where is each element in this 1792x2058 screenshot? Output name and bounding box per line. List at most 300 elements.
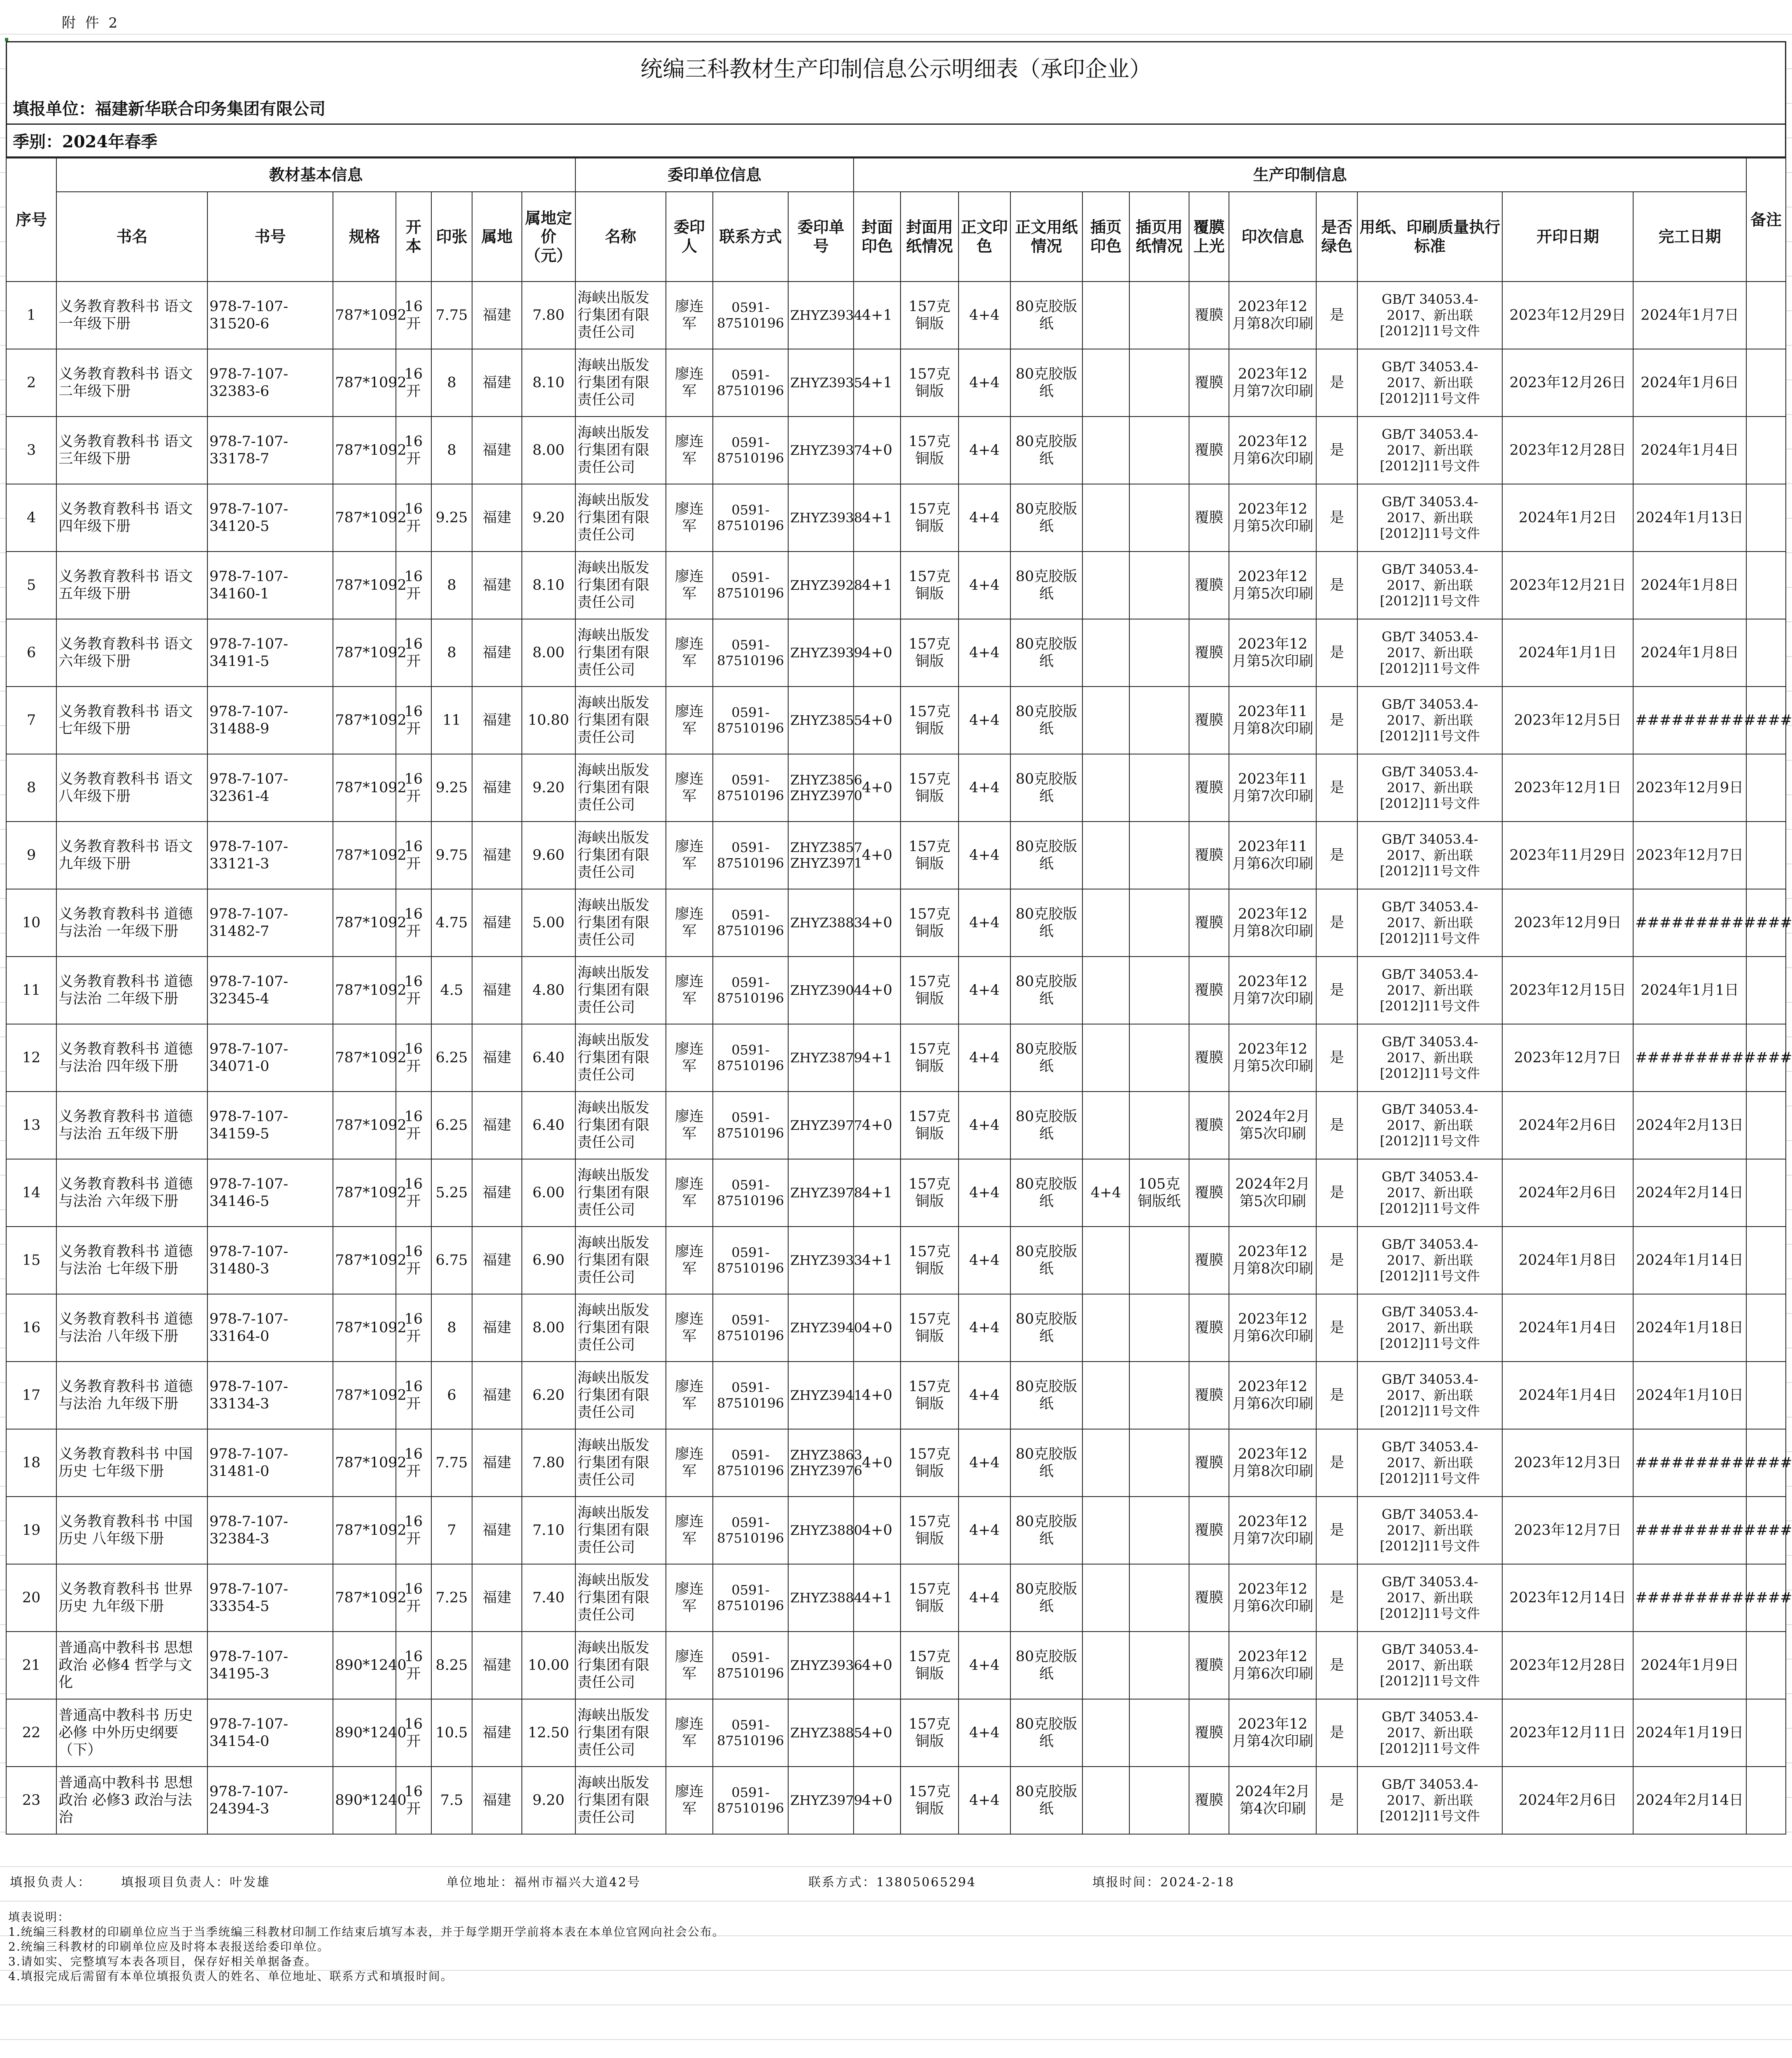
cell-edition: 2023年12月第8次印刷 [1229, 282, 1316, 349]
cell-body-color: 4+4 [959, 1429, 1010, 1497]
cell-spec: 787*1092 [333, 484, 396, 552]
cell-laminate: 覆膜 [1189, 1159, 1229, 1227]
cell-standard: GB/T 34053.4-2017、新出联[2012]11号文件 [1357, 957, 1502, 1024]
cell-green: 是 [1316, 1294, 1357, 1362]
cell-isbn: 978-7-107-34191-5 [207, 619, 333, 687]
cell-insert-paper [1129, 1429, 1189, 1497]
cell-body-color: 4+4 [959, 1632, 1010, 1699]
cell-phone: 0591-87510196 [713, 1699, 788, 1767]
cell-laminate: 覆膜 [1189, 1699, 1229, 1767]
cell-isbn: 978-7-107-31480-3 [207, 1227, 333, 1294]
cell-standard: GB/T 34053.4-2017、新出联[2012]11号文件 [1357, 1699, 1502, 1767]
cell-person: 廖连军 [666, 687, 713, 754]
cell-body-color: 4+4 [959, 822, 1010, 889]
cell-org: 海峡出版发行集团有限责任公司 [575, 957, 666, 1024]
cell-name: 普通高中教科书 思想政治 必修4 哲学与文化 [56, 1632, 207, 1699]
cell-sheets: 8.25 [431, 1632, 472, 1699]
cell-person: 廖连军 [666, 349, 713, 417]
cell-sheets: 9.75 [431, 822, 472, 889]
cell-phone: 0591-87510196 [713, 484, 788, 552]
table-row [6, 1159, 1786, 1227]
cell-spec: 787*1092 [333, 282, 396, 349]
cell-body-paper: 80克胶版纸 [1010, 889, 1082, 957]
cell-edition: 2023年12月第6次印刷 [1229, 417, 1316, 484]
cell-edition: 2023年12月第5次印刷 [1229, 619, 1316, 687]
cell-insert-color [1082, 552, 1129, 619]
cell-insert-color [1082, 282, 1129, 349]
cell-person: 廖连军 [666, 1564, 713, 1632]
cell-no: 7 [6, 687, 56, 754]
column-header: 委印单号 [788, 192, 854, 282]
cell-org: 海峡出版发行集团有限责任公司 [575, 349, 666, 417]
cell-org: 海峡出版发行集团有限责任公司 [575, 619, 666, 687]
cell-spec: 787*1092 [333, 687, 396, 754]
cell-org: 海峡出版发行集团有限责任公司 [575, 1429, 666, 1497]
cell-start: 2024年1月4日 [1502, 1294, 1633, 1362]
cell-org: 海峡出版发行集团有限责任公司 [575, 552, 666, 619]
cell-green: 是 [1316, 1632, 1357, 1699]
cell-no: 20 [6, 1564, 56, 1632]
column-header: 完工日期 [1633, 192, 1746, 282]
cell-body-color: 4+4 [959, 1362, 1010, 1429]
cell-remark [1746, 754, 1786, 822]
cell-org: 海峡出版发行集团有限责任公司 [575, 417, 666, 484]
cell-cover-paper: 157克铜版 [901, 1024, 959, 1092]
cell-cover-paper: 157克铜版 [901, 1632, 959, 1699]
cell-spec: 787*1092 [333, 1024, 396, 1092]
cell-cover-paper: 157克铜版 [901, 282, 959, 349]
cell-name: 义务教育教科书 语文 六年级下册 [56, 619, 207, 687]
cell-region: 福建 [472, 1767, 521, 1834]
cell-isbn: 978-7-107-34146-5 [207, 1159, 333, 1227]
cell-body-paper: 80克胶版纸 [1010, 1497, 1082, 1564]
cell-start: 2023年12月28日 [1502, 1632, 1633, 1699]
cell-insert-color: 4+4 [1082, 1159, 1129, 1227]
cell-order: ZHYZ3941 [788, 1362, 854, 1429]
cell-cover-color: 4+0 [854, 1699, 901, 1767]
cell-name: 普通高中教科书 历史 必修 中外历史纲要（下） [56, 1699, 207, 1767]
cell-person: 廖连军 [666, 1024, 713, 1092]
header-group-client: 委印单位信息 [575, 158, 854, 192]
cell-region: 福建 [472, 282, 521, 349]
table-row [6, 417, 1786, 484]
cell-person: 廖连军 [666, 1429, 713, 1497]
column-header: 印次信息 [1229, 192, 1316, 282]
cell-edition: 2023年11月第6次印刷 [1229, 822, 1316, 889]
cell-insert-paper [1129, 1362, 1189, 1429]
cell-green: 是 [1316, 957, 1357, 1024]
cell-sheets: 11 [431, 687, 472, 754]
cell-fmt: 16开 [396, 1497, 431, 1564]
cell-edition: 2023年12月第7次印刷 [1229, 1497, 1316, 1564]
cell-green: 是 [1316, 349, 1357, 417]
cell-insert-paper [1129, 687, 1189, 754]
cell-body-color: 4+4 [959, 417, 1010, 484]
cell-end: 2024年1月7日 [1633, 282, 1746, 349]
cell-insert-paper [1129, 1227, 1189, 1294]
cell-remark [1746, 417, 1786, 484]
cell-phone: 0591-87510196 [713, 1767, 788, 1834]
cell-no: 9 [6, 822, 56, 889]
cell-region: 福建 [472, 822, 521, 889]
cell-org: 海峡出版发行集团有限责任公司 [575, 484, 666, 552]
cell-selection-marker [5, 38, 8, 41]
cell-insert-paper [1129, 754, 1189, 822]
cell-sheets: 4.5 [431, 957, 472, 1024]
cell-sheets: 6.25 [431, 1092, 472, 1159]
cell-price: 10.80 [522, 687, 575, 754]
cell-spec: 787*1092 [333, 822, 396, 889]
cell-body-color: 4+4 [959, 1159, 1010, 1227]
column-header: 属地 [472, 192, 521, 282]
cell-edition: 2023年11月第7次印刷 [1229, 754, 1316, 822]
cell-end: 2024年1月4日 [1633, 417, 1746, 484]
cell-price: 7.10 [522, 1497, 575, 1564]
cell-person: 廖连军 [666, 1362, 713, 1429]
cell-name: 义务教育教科书 道德与法治 六年级下册 [56, 1159, 207, 1227]
cell-isbn: 978-7-107-31488-9 [207, 687, 333, 754]
cell-order: ZHYZ3977 [788, 1092, 854, 1159]
cell-green: 是 [1316, 1429, 1357, 1497]
cell-org: 海峡出版发行集团有限责任公司 [575, 1227, 666, 1294]
cell-region: 福建 [472, 1092, 521, 1159]
cell-body-paper: 80克胶版纸 [1010, 282, 1082, 349]
cell-laminate: 覆膜 [1189, 889, 1229, 957]
cell-fmt: 16开 [396, 687, 431, 754]
cell-isbn: 978-7-107-31520-6 [207, 282, 333, 349]
cell-phone: 0591-87510196 [713, 619, 788, 687]
column-header: 插页印色 [1082, 192, 1129, 282]
cell-insert-color [1082, 754, 1129, 822]
cell-cover-color: 4+0 [854, 1767, 901, 1834]
cell-insert-color [1082, 1092, 1129, 1159]
cell-fmt: 16开 [396, 1632, 431, 1699]
cell-sheets: 7.25 [431, 1564, 472, 1632]
cell-spec: 890*1240 [333, 1632, 396, 1699]
cell-remark [1746, 552, 1786, 619]
cell-name: 义务教育教科书 道德与法治 七年级下册 [56, 1227, 207, 1294]
cell-cover-color: 4+0 [854, 1092, 901, 1159]
cell-org: 海峡出版发行集团有限责任公司 [575, 1767, 666, 1834]
cell-sheets: 5.25 [431, 1159, 472, 1227]
cell-body-paper: 80克胶版纸 [1010, 1632, 1082, 1699]
table-row [6, 1767, 1786, 1834]
cell-org: 海峡出版发行集团有限责任公司 [575, 1632, 666, 1699]
fill-notes [8, 1910, 725, 1984]
cell-name: 义务教育教科书 道德与法治 四年级下册 [56, 1024, 207, 1092]
table-row [6, 822, 1786, 889]
cell-fmt: 16开 [396, 1767, 431, 1834]
cell-standard: GB/T 34053.4-2017、新出联[2012]11号文件 [1357, 822, 1502, 889]
cell-insert-color [1082, 1429, 1129, 1497]
cell-sheets: 9.25 [431, 754, 472, 822]
cell-body-paper: 80克胶版纸 [1010, 552, 1082, 619]
cell-start: 2024年1月4日 [1502, 1362, 1633, 1429]
cell-fmt: 16开 [396, 1092, 431, 1159]
cell-standard: GB/T 34053.4-2017、新出联[2012]11号文件 [1357, 1159, 1502, 1227]
cell-end: 2024年1月13日 [1633, 484, 1746, 552]
cell-cover-color: 4+0 [854, 822, 901, 889]
cell-org: 海峡出版发行集团有限责任公司 [575, 1092, 666, 1159]
cell-order: ZHYZ3855 [788, 687, 854, 754]
cell-insert-color [1082, 822, 1129, 889]
cell-remark [1746, 1362, 1786, 1429]
cell-spec: 787*1092 [333, 1429, 396, 1497]
cell-laminate: 覆膜 [1189, 687, 1229, 754]
cell-cover-paper: 157克铜版 [901, 1699, 959, 1767]
cell-phone: 0591-87510196 [713, 889, 788, 957]
cell-laminate: 覆膜 [1189, 484, 1229, 552]
cell-end: 2024年1月9日 [1633, 1632, 1746, 1699]
cell-insert-color [1082, 1564, 1129, 1632]
cell-body-color: 4+4 [959, 552, 1010, 619]
cell-remark [1746, 619, 1786, 687]
cell-no: 8 [6, 754, 56, 822]
column-header: 书名 [56, 192, 207, 282]
cell-price: 8.00 [522, 417, 575, 484]
cell-fmt: 16开 [396, 282, 431, 349]
cell-fmt: 16开 [396, 417, 431, 484]
note-line: 2.统编三科教材的印刷单位应及时将本表报送给委印单位。 [8, 1940, 330, 1953]
cell-insert-color [1082, 484, 1129, 552]
cell-spec: 787*1092 [333, 1362, 396, 1429]
cell-start: 2024年1月1日 [1502, 619, 1633, 687]
column-header: 属地定价（元） [522, 192, 575, 282]
cell-sheets: 6.75 [431, 1227, 472, 1294]
cell-spec: 787*1092 [333, 1294, 396, 1362]
cell-body-color: 4+4 [959, 1294, 1010, 1362]
cell-end: 2024年1月14日 [1633, 1227, 1746, 1294]
cell-insert-paper [1129, 282, 1189, 349]
cell-insert-color [1082, 1362, 1129, 1429]
footer-bar [10, 1872, 1780, 1890]
cell-standard: GB/T 34053.4-2017、新出联[2012]11号文件 [1357, 1024, 1502, 1092]
cell-person: 廖连军 [666, 1632, 713, 1699]
cell-cover-color: 4+1 [854, 1159, 901, 1227]
cell-cover-paper: 157克铜版 [901, 957, 959, 1024]
cell-cover-color: 4+0 [854, 619, 901, 687]
cell-cover-paper: 157克铜版 [901, 1767, 959, 1834]
cell-end: 2024年1月6日 [1633, 349, 1746, 417]
cell-sheets: 7.75 [431, 1429, 472, 1497]
cell-price: 7.80 [522, 282, 575, 349]
cell-spec: 890*1240 [333, 1699, 396, 1767]
filler-unit: 填报单位：福建新华联合印务集团有限公司 [6, 92, 1786, 125]
cell-sheets: 10.5 [431, 1699, 472, 1767]
cell-price: 12.50 [522, 1699, 575, 1767]
cell-remark [1746, 1294, 1786, 1362]
cell-end: 2024年1月1日 [1633, 957, 1746, 1024]
cell-start: 2023年12月28日 [1502, 417, 1633, 484]
cell-price: 10.00 [522, 1632, 575, 1699]
cell-phone: 0591-87510196 [713, 1429, 788, 1497]
cell-spec: 787*1092 [333, 1092, 396, 1159]
cell-body-color: 4+4 [959, 349, 1010, 417]
cell-sheets: 6 [431, 1362, 472, 1429]
cell-region: 福建 [472, 889, 521, 957]
cell-name: 义务教育教科书 世界历史 九年级下册 [56, 1564, 207, 1632]
cell-phone: 0591-87510196 [713, 1092, 788, 1159]
note-line: 1.统编三科教材的印刷单位应当于当季统编三科教材印制工作结束后填写本表，并于每学期开学前将本表在本单位官网向社会公布。 [8, 1925, 725, 1939]
cell-laminate: 覆膜 [1189, 1767, 1229, 1834]
cell-region: 福建 [472, 1159, 521, 1227]
cell-insert-color [1082, 619, 1129, 687]
cell-insert-paper [1129, 889, 1189, 957]
cell-person: 廖连军 [666, 484, 713, 552]
cell-insert-color [1082, 1632, 1129, 1699]
cell-edition: 2023年12月第8次印刷 [1229, 1429, 1316, 1497]
cell-laminate: 覆膜 [1189, 1362, 1229, 1429]
cell-body-paper: 80克胶版纸 [1010, 957, 1082, 1024]
cell-insert-paper [1129, 552, 1189, 619]
cell-insert-paper [1129, 1092, 1189, 1159]
cell-body-paper: 80克胶版纸 [1010, 1699, 1082, 1767]
cell-insert-paper [1129, 1024, 1189, 1092]
cell-edition: 2023年12月第6次印刷 [1229, 1564, 1316, 1632]
cell-name: 义务教育教科书 语文 二年级下册 [56, 349, 207, 417]
footer-filler-head: 填报负责人： [10, 1875, 91, 1890]
cell-cover-paper: 157克铜版 [901, 417, 959, 484]
cell-end: ############# [1633, 687, 1746, 754]
cell-laminate: 覆膜 [1189, 552, 1229, 619]
cell-insert-paper [1129, 484, 1189, 552]
cell-phone: 0591-87510196 [713, 754, 788, 822]
cell-region: 福建 [472, 1227, 521, 1294]
cell-region: 福建 [472, 1699, 521, 1767]
cell-standard: GB/T 34053.4-2017、新出联[2012]11号文件 [1357, 754, 1502, 822]
cell-price: 6.40 [522, 1092, 575, 1159]
table-row [6, 889, 1786, 957]
cell-region: 福建 [472, 957, 521, 1024]
cell-body-paper: 80克胶版纸 [1010, 1159, 1082, 1227]
cell-insert-paper [1129, 1632, 1189, 1699]
cell-no: 11 [6, 957, 56, 1024]
cell-insert-color [1082, 1024, 1129, 1092]
cell-cover-paper: 157克铜版 [901, 687, 959, 754]
cell-phone: 0591-87510196 [713, 687, 788, 754]
header-remark: 备注 [1746, 158, 1786, 282]
cell-standard: GB/T 34053.4-2017、新出联[2012]11号文件 [1357, 1564, 1502, 1632]
cell-fmt: 16开 [396, 957, 431, 1024]
cell-laminate: 覆膜 [1189, 822, 1229, 889]
cell-end: 2024年2月13日 [1633, 1092, 1746, 1159]
cell-body-paper: 80克胶版纸 [1010, 1564, 1082, 1632]
cell-green: 是 [1316, 484, 1357, 552]
cell-price: 9.20 [522, 754, 575, 822]
cell-laminate: 覆膜 [1189, 1294, 1229, 1362]
cell-insert-paper: 105克铜版纸 [1129, 1159, 1189, 1227]
cell-edition: 2023年12月第6次印刷 [1229, 1632, 1316, 1699]
cell-cover-paper: 157克铜版 [901, 619, 959, 687]
cell-end: ############# [1633, 1429, 1746, 1497]
cell-name: 义务教育教科书 中国历史 八年级下册 [56, 1497, 207, 1564]
cell-no: 21 [6, 1632, 56, 1699]
cell-green: 是 [1316, 417, 1357, 484]
cell-standard: GB/T 34053.4-2017、新出联[2012]11号文件 [1357, 1429, 1502, 1497]
cell-phone: 0591-87510196 [713, 1227, 788, 1294]
cell-insert-color [1082, 1227, 1129, 1294]
cell-phone: 0591-87510196 [713, 1632, 788, 1699]
cell-edition: 2023年12月第5次印刷 [1229, 1024, 1316, 1092]
cell-org: 海峡出版发行集团有限责任公司 [575, 1564, 666, 1632]
cell-spec: 787*1092 [333, 619, 396, 687]
header-seq: 序号 [6, 158, 56, 282]
cell-start: 2024年1月2日 [1502, 484, 1633, 552]
cell-insert-paper [1129, 1699, 1189, 1767]
cell-fmt: 16开 [396, 1429, 431, 1497]
cell-phone: 0591-87510196 [713, 1024, 788, 1092]
cell-body-paper: 80克胶版纸 [1010, 417, 1082, 484]
cell-standard: GB/T 34053.4-2017、新出联[2012]11号文件 [1357, 1227, 1502, 1294]
cell-cover-color: 4+0 [854, 1497, 901, 1564]
cell-standard: GB/T 34053.4-2017、新出联[2012]11号文件 [1357, 889, 1502, 957]
cell-insert-paper [1129, 1497, 1189, 1564]
cell-insert-paper [1129, 349, 1189, 417]
cell-cover-color: 4+0 [854, 1294, 901, 1362]
cell-remark [1746, 1159, 1786, 1227]
cell-start: 2023年12月7日 [1502, 1497, 1633, 1564]
cell-remark [1746, 484, 1786, 552]
cell-green: 是 [1316, 1699, 1357, 1767]
cell-end: 2024年1月18日 [1633, 1294, 1746, 1362]
cell-end: 2024年1月8日 [1633, 552, 1746, 619]
header-group-basic: 教材基本信息 [56, 158, 575, 192]
cell-person: 廖连军 [666, 1294, 713, 1362]
cell-edition: 2023年11月第8次印刷 [1229, 687, 1316, 754]
cell-spec: 890*1240 [333, 1767, 396, 1834]
cell-price: 8.10 [522, 349, 575, 417]
cell-body-color: 4+4 [959, 1227, 1010, 1294]
column-header: 书号 [207, 192, 333, 282]
cell-body-color: 4+4 [959, 1564, 1010, 1632]
cell-region: 福建 [472, 1632, 521, 1699]
cell-isbn: 978-7-107-24394-3 [207, 1767, 333, 1834]
cell-insert-paper [1129, 417, 1189, 484]
cell-spec: 787*1092 [333, 754, 396, 822]
cell-region: 福建 [472, 552, 521, 619]
cell-no: 18 [6, 1429, 56, 1497]
cell-name: 义务教育教科书 道德与法治 九年级下册 [56, 1362, 207, 1429]
cell-green: 是 [1316, 889, 1357, 957]
cell-standard: GB/T 34053.4-2017、新出联[2012]11号文件 [1357, 552, 1502, 619]
cell-sheets: 4.75 [431, 889, 472, 957]
cell-cover-color: 4+1 [854, 282, 901, 349]
cell-person: 廖连军 [666, 889, 713, 957]
cell-start: 2023年12月11日 [1502, 1699, 1633, 1767]
footer-date: 填报时间：2024-2-18 [1092, 1875, 1235, 1890]
cell-spec: 787*1092 [333, 1564, 396, 1632]
cell-end: ############# [1633, 1497, 1746, 1564]
cell-cover-paper: 157克铜版 [901, 1227, 959, 1294]
cell-body-paper: 80克胶版纸 [1010, 484, 1082, 552]
cell-sheets: 7.75 [431, 282, 472, 349]
cell-fmt: 16开 [396, 349, 431, 417]
footer-address: 单位地址：福州市福兴大道42号 [446, 1875, 641, 1890]
cell-start: 2023年12月21日 [1502, 552, 1633, 619]
column-header: 覆膜上光 [1189, 192, 1229, 282]
cell-body-color: 4+4 [959, 1767, 1010, 1834]
cell-name: 义务教育教科书 语文 三年级下册 [56, 417, 207, 484]
cell-cover-paper: 157克铜版 [901, 1294, 959, 1362]
cell-name: 义务教育教科书 道德与法治 八年级下册 [56, 1294, 207, 1362]
cell-cover-color: 4+1 [854, 484, 901, 552]
cell-spec: 787*1092 [333, 417, 396, 484]
cell-no: 23 [6, 1767, 56, 1834]
cell-edition: 2023年12月第8次印刷 [1229, 889, 1316, 957]
cell-price: 7.80 [522, 1429, 575, 1497]
cell-edition: 2023年12月第7次印刷 [1229, 957, 1316, 1024]
cell-name: 义务教育教科书 道德与法治 五年级下册 [56, 1092, 207, 1159]
